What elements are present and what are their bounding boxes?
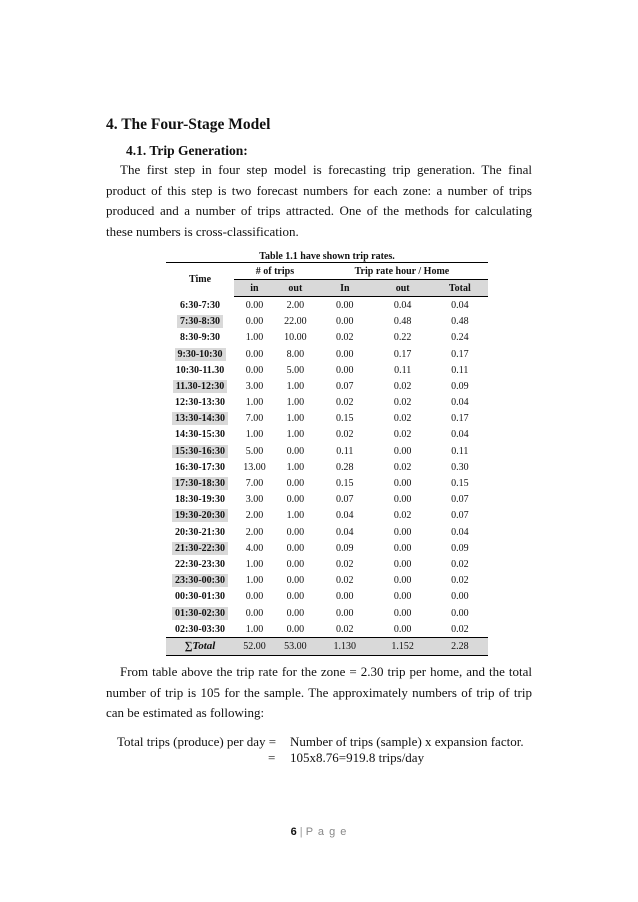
trips-out-cell: 1.00: [286, 413, 305, 425]
time-cell: [166, 556, 234, 572]
intro-paragraph: The first step in four step model is forecasting trip generation. The final product of this step is two forecast numbers for each zone: a number of trips produced and a number of trips attracted. One of the methods for calculating these numbers is cross-classification.: [106, 162, 532, 239]
trips-in-cell: 0.00: [245, 299, 264, 311]
rate-out-cell: 0.00: [393, 607, 412, 619]
rate-total-cell: 0.07: [451, 494, 469, 506]
trips-out-cell: 1.00: [286, 510, 305, 522]
rate-in-cell: 0.00: [336, 591, 354, 603]
rate-total-cell: 0.15: [451, 478, 469, 490]
rate-total-cell: 0.17: [451, 348, 469, 360]
table-row: [166, 556, 488, 572]
rate-total-cell: 0.11: [451, 445, 469, 457]
trips-out-cell: 0.00: [286, 494, 305, 506]
rate-in-cell: 0.00: [336, 316, 354, 328]
rate-out-cell: 0.00: [393, 591, 412, 603]
time-cell: [166, 314, 234, 330]
trips-in-cell: 1.00: [245, 429, 264, 441]
rate-total-cell: 0.30: [451, 461, 469, 473]
time-cell: [166, 589, 234, 605]
trips-out-cell: 0.00: [286, 623, 305, 635]
time-label: 6:30-7:30: [180, 299, 220, 311]
table-row: [166, 508, 488, 524]
rate-in-cell: 0.15: [336, 413, 354, 425]
table-row: [166, 621, 488, 638]
total-label: ∑Total: [166, 638, 234, 655]
rate-total-cell: 0.04: [451, 526, 469, 538]
time-label: 22:30-23:30: [175, 558, 225, 570]
trips-in-cell: 5.00: [245, 445, 264, 457]
table-row: [166, 540, 488, 556]
time-cell: [166, 395, 234, 411]
table-row: [166, 378, 488, 394]
total-rate-in-cell: 1.130: [316, 638, 374, 655]
table-row: [166, 346, 488, 362]
equation-equals-sign: =: [268, 750, 276, 765]
table-row: [166, 475, 488, 491]
time-cell: [166, 524, 234, 540]
footer-separator: |: [299, 826, 303, 838]
trips-out-cell: 0.00: [286, 558, 305, 570]
trips-out-cell: 10.00: [284, 332, 307, 344]
rate-total-cell: 0.00: [451, 591, 469, 603]
trip-rate-table: [166, 262, 488, 656]
rate-in-cell: 0.02: [336, 558, 354, 570]
rate-out-cell: 0.00: [393, 542, 412, 554]
rate-out-cell: 0.02: [393, 397, 412, 409]
table-row: [166, 492, 488, 508]
time-label: 8:30-9:30: [180, 332, 220, 344]
rate-in-cell: 0.09: [336, 542, 354, 554]
rate-total-cell: 0.24: [451, 332, 469, 344]
rate-in-cell: 0.02: [336, 429, 354, 441]
time-cell: [166, 605, 234, 621]
trips-in-cell: 0.00: [245, 364, 264, 376]
trips-group-header: # of trips: [234, 263, 316, 280]
rate-out-cell: 0.02: [393, 380, 412, 392]
table-row: [166, 411, 488, 427]
table-total-row: [166, 638, 488, 655]
table-row: [166, 314, 488, 330]
total-trips-in-cell: 52.00: [234, 638, 275, 655]
table-row: [166, 573, 488, 589]
trips-in-cell: 7.00: [245, 413, 264, 425]
equation-rhs-1: Number of trips (sample) x expansion factor.: [290, 734, 524, 749]
time-label: 10:30-11.30: [175, 364, 225, 376]
rate-total-cell: 0.09: [451, 380, 469, 392]
time-label: 23:30-00:30: [172, 574, 228, 587]
page-number: 6: [290, 826, 297, 838]
rate-total-cell: 0.04: [451, 299, 469, 311]
rate-total-cell: 0.02: [451, 558, 469, 570]
table-row: [166, 427, 488, 443]
equation-rhs-2: 105x8.76=919.8 trips/day: [290, 750, 425, 765]
column-header-rate-in: In: [316, 280, 374, 297]
time-cell: [166, 378, 234, 394]
rate-total-cell: 0.48: [451, 316, 469, 328]
table-row: [166, 297, 488, 314]
page-word: P a g e: [305, 826, 348, 838]
rate-in-cell: 0.00: [336, 607, 354, 619]
time-cell: [166, 362, 234, 378]
time-label: 00:30-01:30: [175, 591, 225, 603]
rate-out-cell: 0.11: [394, 364, 412, 376]
table-row: [166, 605, 488, 621]
rate-total-cell: 0.17: [451, 413, 469, 425]
rate-in-cell: 0.07: [336, 494, 354, 506]
trips-out-cell: 0.00: [286, 575, 305, 587]
trip-rate-group-header: Trip rate hour / Home: [316, 263, 488, 280]
column-header-trips-in: in: [234, 280, 275, 297]
total-trips-out-cell: 53.00: [275, 638, 316, 655]
rate-out-cell: 0.48: [393, 316, 412, 328]
trips-out-cell: 8.00: [286, 348, 305, 360]
rate-in-cell: 0.28: [336, 461, 354, 473]
rate-total-cell: 0.07: [451, 510, 469, 522]
time-label: 16:30-17:30: [175, 461, 225, 473]
rate-in-cell: 0.00: [336, 348, 354, 360]
time-label: 11.30-12:30: [173, 380, 228, 393]
rate-out-cell: 0.00: [393, 623, 412, 635]
rate-out-cell: 0.00: [393, 558, 412, 570]
trips-out-cell: 1.00: [286, 461, 305, 473]
time-label: 17:30-18:30: [172, 477, 228, 490]
time-column-header: Time: [188, 274, 212, 286]
trips-in-cell: 4.00: [245, 542, 264, 554]
trips-in-cell: 2.00: [245, 510, 264, 522]
trips-in-cell: 0.00: [245, 316, 264, 328]
analysis-paragraph: From table above the trip rate for the zone = 2.30 trip per home, and the total number of trip is 105 for the sample. The approximately numbers of trip of trip can be estimated as following:: [106, 664, 532, 720]
rate-total-cell: 0.04: [451, 429, 469, 441]
rate-in-cell: 0.00: [336, 299, 354, 311]
time-label: 15:30-16:30: [172, 445, 228, 458]
rate-out-cell: 0.00: [393, 478, 412, 490]
rate-out-cell: 0.17: [393, 348, 412, 360]
table-group-header-row: [166, 263, 488, 280]
trips-out-cell: 0.00: [286, 542, 305, 554]
rate-in-cell: 0.02: [336, 397, 354, 409]
trips-in-cell: 1.00: [245, 575, 264, 587]
time-label: 12:30-13:30: [175, 397, 225, 409]
rate-in-cell: 0.02: [336, 623, 354, 635]
rate-in-cell: 0.11: [336, 445, 354, 457]
column-header-rate-out: out: [374, 280, 432, 297]
time-label: 20:30-21:30: [175, 526, 225, 538]
table-row: [166, 330, 488, 346]
table-body: [166, 297, 488, 655]
time-label: 14:30-15:30: [175, 429, 225, 441]
subsection-heading: 4.1. Trip Generation:: [126, 143, 248, 158]
rate-out-cell: 0.00: [393, 575, 412, 587]
time-label: 7:30-8:30: [177, 315, 223, 328]
rate-out-cell: 0.02: [393, 461, 412, 473]
rate-in-cell: 0.07: [336, 380, 354, 392]
time-label: 19:30-20:30: [172, 509, 228, 522]
trips-in-cell: 0.00: [245, 591, 264, 603]
time-cell: [166, 508, 234, 524]
time-cell: [166, 621, 234, 638]
rate-total-cell: 0.04: [451, 397, 469, 409]
trips-out-cell: 0.00: [286, 445, 305, 457]
rate-out-cell: 0.00: [393, 494, 412, 506]
table-row: [166, 395, 488, 411]
trips-in-cell: 13.00: [243, 461, 266, 473]
rate-out-cell: 0.00: [393, 445, 412, 457]
time-label: 21:30-22:30: [172, 542, 228, 555]
trips-in-cell: 2.00: [245, 526, 264, 538]
trips-in-cell: 1.00: [245, 558, 264, 570]
time-cell: [166, 297, 234, 314]
time-cell: [166, 346, 234, 362]
table-row: [166, 362, 488, 378]
table-caption: Table 1.1 have shown trip rates.: [259, 251, 395, 262]
table-row: [166, 459, 488, 475]
rate-total-cell: 0.00: [451, 607, 469, 619]
time-label: 01:30-02:30: [172, 607, 228, 620]
time-cell: [166, 492, 234, 508]
rate-in-cell: 0.00: [336, 364, 354, 376]
time-cell: [166, 540, 234, 556]
trips-out-cell: 1.00: [286, 380, 305, 392]
time-label: 13:30-14:30: [172, 412, 228, 425]
trips-out-cell: 22.00: [284, 316, 307, 328]
table-row: [166, 443, 488, 459]
table-row: [166, 524, 488, 540]
total-rate-out-cell: 1.152: [374, 638, 432, 655]
rate-total-cell: 0.02: [451, 575, 469, 587]
trips-in-cell: 0.00: [245, 607, 264, 619]
trips-in-cell: 3.00: [245, 494, 264, 506]
rate-total-cell: 0.09: [451, 542, 469, 554]
rate-out-cell: 0.04: [393, 299, 412, 311]
trips-in-cell: 0.00: [245, 348, 264, 360]
rate-in-cell: 0.04: [336, 510, 354, 522]
trips-out-cell: 1.00: [286, 429, 305, 441]
equation-lhs: Total trips (produce) per day =: [117, 734, 277, 749]
time-label: 02:30-03:30: [175, 623, 225, 635]
rate-out-cell: 0.02: [393, 429, 412, 441]
time-cell: [166, 459, 234, 475]
trips-in-cell: 1.00: [245, 623, 264, 635]
trips-out-cell: 1.00: [286, 397, 305, 409]
trips-in-cell: 1.00: [245, 397, 264, 409]
time-label: 18:30-19:30: [175, 494, 225, 506]
time-cell: [166, 411, 234, 427]
trips-in-cell: 7.00: [245, 478, 264, 490]
rate-out-cell: 0.02: [393, 510, 412, 522]
time-cell: [166, 427, 234, 443]
rate-out-cell: 0.00: [393, 526, 412, 538]
time-cell: [166, 573, 234, 589]
time-cell: [166, 330, 234, 346]
rate-total-cell: 0.02: [451, 623, 469, 635]
rate-out-cell: 0.22: [393, 332, 412, 344]
column-header-rate-total: Total: [432, 280, 488, 297]
time-cell: [166, 443, 234, 459]
table-row: [166, 589, 488, 605]
trips-in-cell: 1.00: [245, 332, 264, 344]
time-cell: [166, 475, 234, 491]
trips-out-cell: 0.00: [286, 526, 305, 538]
column-header-trips-out: out: [275, 280, 316, 297]
total-rate-total-cell: 2.28: [432, 638, 488, 655]
section-heading: 4. The Four-Stage Model: [106, 116, 271, 133]
trips-out-cell: 0.00: [286, 478, 305, 490]
rate-in-cell: 0.04: [336, 526, 354, 538]
rate-in-cell: 0.02: [336, 575, 354, 587]
rate-total-cell: 0.11: [451, 364, 469, 376]
rate-out-cell: 0.02: [393, 413, 412, 425]
trips-in-cell: 3.00: [245, 380, 264, 392]
rate-in-cell: 0.02: [336, 332, 354, 344]
trips-out-cell: 0.00: [286, 607, 305, 619]
trips-out-cell: 0.00: [286, 591, 305, 603]
trips-out-cell: 2.00: [286, 299, 305, 311]
trips-out-cell: 5.00: [286, 364, 305, 376]
rate-in-cell: 0.15: [336, 478, 354, 490]
page-footer: [0, 826, 638, 838]
time-label: 9:30-10:30: [175, 348, 226, 361]
